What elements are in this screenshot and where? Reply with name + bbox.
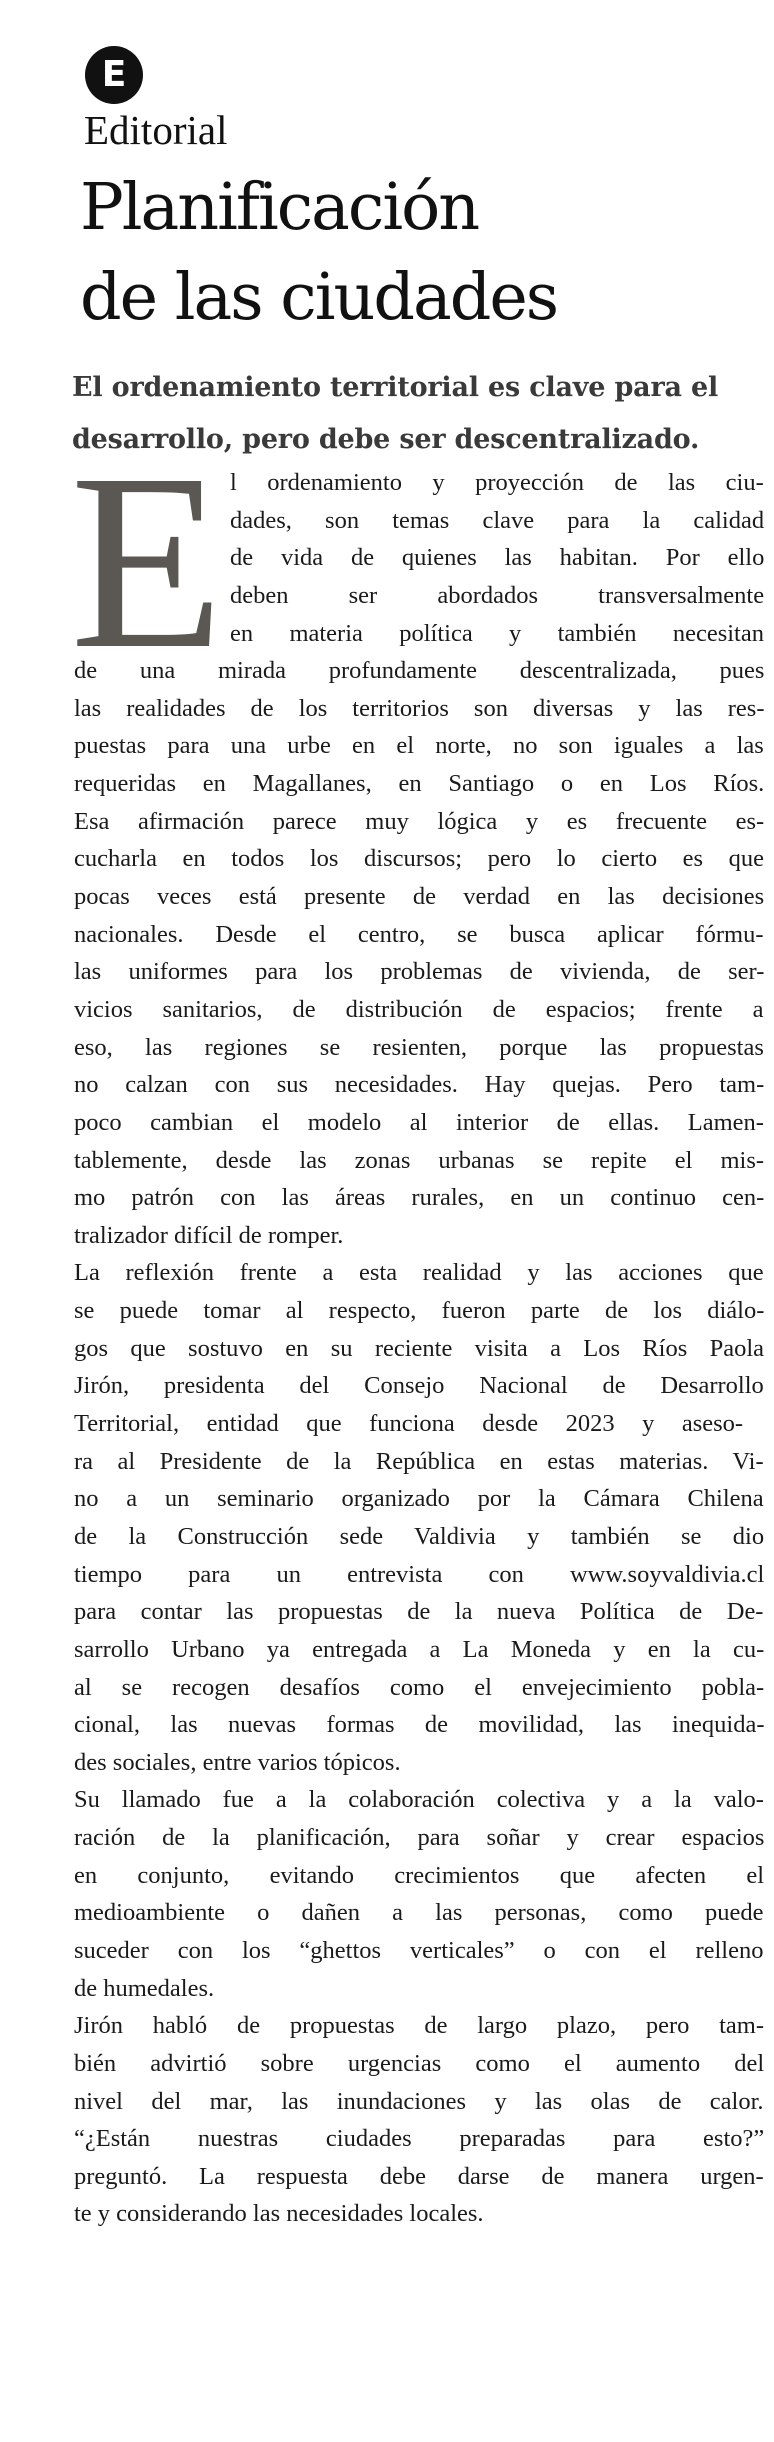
- body-line: en conjunto, evitando crecimientos que afecten el: [74, 1861, 765, 1889]
- body-line: suceder con los “ghettos verticales” o con el relleno: [74, 1936, 764, 1964]
- body-line: las realidades de los territorios son diversas y las res-: [74, 694, 765, 722]
- body-line: cional, las nuevas formas de movilidad, las inequida-: [74, 1711, 765, 1739]
- headline-line: de las ciudades: [80, 260, 558, 335]
- headline: [80, 163, 760, 343]
- body-line: cucharla en todos los discursos; pero lo cierto es que: [74, 845, 764, 873]
- body-line: al se recogen desafíos como el envejecimiento pobla-: [74, 1673, 765, 1701]
- body-line: sarrollo Urbano ya entregada a La Moneda y en la cu-: [74, 1635, 765, 1663]
- body-line: no a un seminario organizado por la Cámara Chilena: [74, 1485, 764, 1513]
- body-line: las uniformes para los problemas de vivienda, de ser-: [74, 958, 765, 986]
- article-body: [74, 464, 764, 2233]
- body-line: pocas veces está presente de verdad en las decisiones: [74, 883, 765, 911]
- deck-line: desarrollo, pero debe ser descentralizado.: [72, 424, 700, 455]
- body-line: en materia política y también necesitan: [230, 619, 764, 647]
- headline-line: Planificación: [80, 170, 479, 245]
- body-line: se puede tomar al respecto, fueron parte de los diálo-: [74, 1297, 765, 1325]
- body-line: medioambiente o dañen a las personas, como puede: [74, 1899, 764, 1927]
- body-line: te y considerando las necesidades locales.: [74, 2200, 484, 2228]
- body-line: de una mirada profundamente descentralizada, pues: [74, 657, 765, 685]
- body-line: mo patrón con las áreas rurales, en un continuo cen-: [74, 1184, 765, 1212]
- body-line: para contar las propuestas de la nueva Política de De-: [74, 1598, 764, 1626]
- body-line: l ordenamiento y proyección de las ciu-: [230, 469, 764, 496]
- body-line: ración de la planificación, para soñar y crear espacios: [74, 1824, 765, 1852]
- body-line: puestas para una urbe en el norte, no son iguales a las: [74, 732, 764, 760]
- body-line: La reflexión frente a esta realidad y las acciones que: [74, 1259, 764, 1287]
- body-line: Su llamado fue a la colaboración colectiva y a la valo-: [74, 1786, 764, 1814]
- editorial-badge-icon: E: [85, 46, 143, 104]
- body-line: bién advirtió sobre urgencias como el aumento del: [74, 2049, 765, 2077]
- body-line: “¿Están nuestras ciudades preparadas para esto?”: [74, 2125, 765, 2153]
- body-line: requeridas en Magallanes, en Santiago o en Los Ríos.: [74, 770, 765, 798]
- body-line: nacionales. Desde el centro, se busca aplicar fórmu-: [74, 920, 764, 948]
- body-line: tablemente, desde las zonas urbanas se repite el mis-: [74, 1146, 765, 1174]
- body-line: Esa afirmación parece muy lógica y es frecuente es-: [74, 807, 765, 835]
- section-label: Editorial: [84, 107, 228, 153]
- body-line: tiempo para un entrevista con www.soyvaldivia.cl: [74, 1560, 765, 1588]
- drop-cap: E: [70, 421, 224, 701]
- body-line: no calzan con sus necesidades. Hay quejas. Pero tam-: [74, 1071, 765, 1099]
- body-line: poco cambian el modelo al interior de ellas. Lamen-: [74, 1108, 764, 1136]
- body-line: Territorial, entidad que funciona desde 2023 y aseso-: [74, 1410, 744, 1438]
- body-line: de vida de quienes las habitan. Por ello: [230, 544, 765, 572]
- body-line: vicios sanitarios, de distribución de espacios; frente a: [74, 995, 764, 1023]
- body-line: eso, las regiones se resienten, porque las propuestas: [74, 1033, 764, 1061]
- body-line: gos que sostuvo en su reciente visita a Los Ríos Paola: [74, 1334, 765, 1362]
- body-line: ra al Presidente de la República en estas materias. Vi-: [74, 1447, 764, 1475]
- body-line: tralizador difícil de romper.: [74, 1221, 344, 1249]
- body-line: Jirón habló de propuestas de largo plazo, pero tam-: [74, 2012, 765, 2040]
- body-line: de la Construcción sede Valdivia y también se dio: [74, 1522, 765, 1550]
- body-line: deben ser abordados transversalmente: [230, 581, 765, 609]
- body-line: de humedales.: [74, 1974, 215, 2002]
- body-line: preguntó. La respuesta debe darse de manera urgen-: [74, 2162, 764, 2190]
- body-line: dades, son temas clave para la calidad: [230, 506, 765, 534]
- deck-line: El ordenamiento territorial es clave para el: [72, 372, 719, 403]
- body-line: nivel del mar, las inundaciones y las olas de calor.: [74, 2087, 764, 2115]
- body-line: Jirón, presidenta del Consejo Nacional de Desarrollo: [74, 1372, 764, 1400]
- body-line: des sociales, entre varios tópicos.: [74, 1748, 401, 1776]
